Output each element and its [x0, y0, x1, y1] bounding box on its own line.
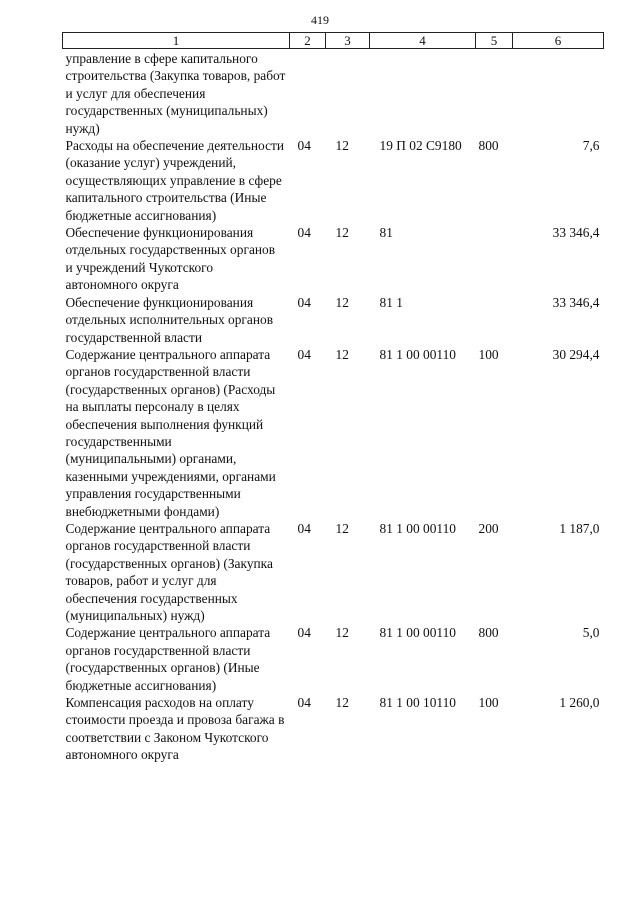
- column-header-name: 1: [63, 33, 290, 49]
- row-expense: [476, 294, 513, 346]
- table-row: [63, 694, 604, 764]
- row-target: 81 1 00 00110: [379, 520, 456, 536]
- column-header-expense: 5: [476, 33, 513, 49]
- row-expense: 100: [478, 346, 499, 362]
- column-header-target: 4: [370, 33, 476, 49]
- row-target: 81 1 00 00110: [379, 346, 456, 362]
- row-amount: 1 260,0: [559, 695, 600, 711]
- row-target: 81 1 00 10110: [379, 695, 456, 711]
- row-name: Расходы на обеспечение деятельности (оказание услуг) учреждений, осуществляющих управление в сфере капитального строительства (Иные бюджетные ассигнования): [65, 138, 285, 223]
- row-name: Содержание центрального аппарата органов государственной власти (государственных органов) (Расходы на выплаты персоналу в целях обеспечения выполнения функций государственными (муниципальными) органами, казенными учреждениями, органами управления государственными внебюджетными фондами): [65, 346, 276, 519]
- row-amount: 5,0: [582, 625, 600, 641]
- row-name: управление в сфере капитального строительства (Закупка товаров, работ и услуг для обеспечения государственных (муниципальных) нужд): [65, 51, 286, 136]
- row-subsection: 12: [335, 346, 349, 362]
- row-section: 04: [297, 695, 311, 711]
- row-subsection: 12: [335, 138, 349, 154]
- row-subsection: 12: [335, 625, 349, 641]
- row-name: Компенсация расходов на оплату стоимости проезда и провоза багажа в соответствии с Законом Чукотского автономного округа: [65, 695, 285, 763]
- row-amount: 30 294,4: [552, 346, 600, 362]
- header-row: [63, 33, 604, 49]
- row-target: [370, 49, 476, 138]
- column-header-subsection: 3: [326, 33, 370, 49]
- row-amount: 33 346,4: [552, 225, 600, 241]
- row-target: 19 П 02 С9180: [379, 138, 462, 154]
- row-amount: [513, 49, 604, 138]
- row-target: 81 1: [379, 294, 403, 310]
- page-number: 419: [311, 13, 329, 27]
- row-section: 04: [297, 138, 311, 154]
- column-header-amount: 6: [513, 33, 604, 49]
- row-target: 81: [379, 225, 393, 241]
- row-expense: 800: [478, 138, 499, 154]
- table-row: [63, 224, 604, 294]
- table-row: [63, 346, 604, 520]
- row-target: 81 1 00 00110: [379, 625, 456, 641]
- row-section: 04: [297, 520, 311, 536]
- row-expense: 800: [478, 625, 499, 641]
- table-row: [63, 520, 604, 624]
- row-amount: 7,6: [582, 138, 600, 154]
- row-subsection: 12: [335, 695, 349, 711]
- row-expense: 100: [478, 695, 499, 711]
- row-expense: [476, 224, 513, 294]
- table-row: [63, 624, 604, 694]
- row-subsection: 12: [335, 520, 349, 536]
- table-row: [63, 294, 604, 346]
- table-row: [63, 49, 604, 138]
- table-row: [63, 137, 604, 224]
- row-section: 04: [297, 346, 311, 362]
- row-section: [290, 49, 326, 138]
- row-name: Содержание центрального аппарата органов государственной власти (государственных органов) (Закупка товаров, работ и услуг для обеспечения государственных (муниципальных) нужд): [65, 520, 273, 623]
- row-name: Содержание центрального аппарата органов государственной власти (государственных органов) (Иные бюджетные ассигнования): [65, 625, 271, 693]
- row-name: Обеспечение функционирования отдельных исполнительных органов государственной власти: [65, 294, 274, 345]
- budget-table: [62, 32, 604, 764]
- row-expense: [476, 49, 513, 138]
- row-section: 04: [297, 294, 311, 310]
- column-header-section: 2: [290, 33, 326, 49]
- row-subsection: 12: [335, 225, 349, 241]
- row-amount: 1 187,0: [559, 520, 600, 536]
- row-subsection: [326, 49, 370, 138]
- row-expense: 200: [478, 520, 499, 536]
- row-section: 04: [297, 625, 311, 641]
- row-name: Обеспечение функционирования отдельных государственных органов и учреждений Чукотского автономного округа: [65, 225, 276, 293]
- row-subsection: 12: [335, 294, 349, 310]
- row-amount: 33 346,4: [552, 294, 600, 310]
- row-section: 04: [297, 225, 311, 241]
